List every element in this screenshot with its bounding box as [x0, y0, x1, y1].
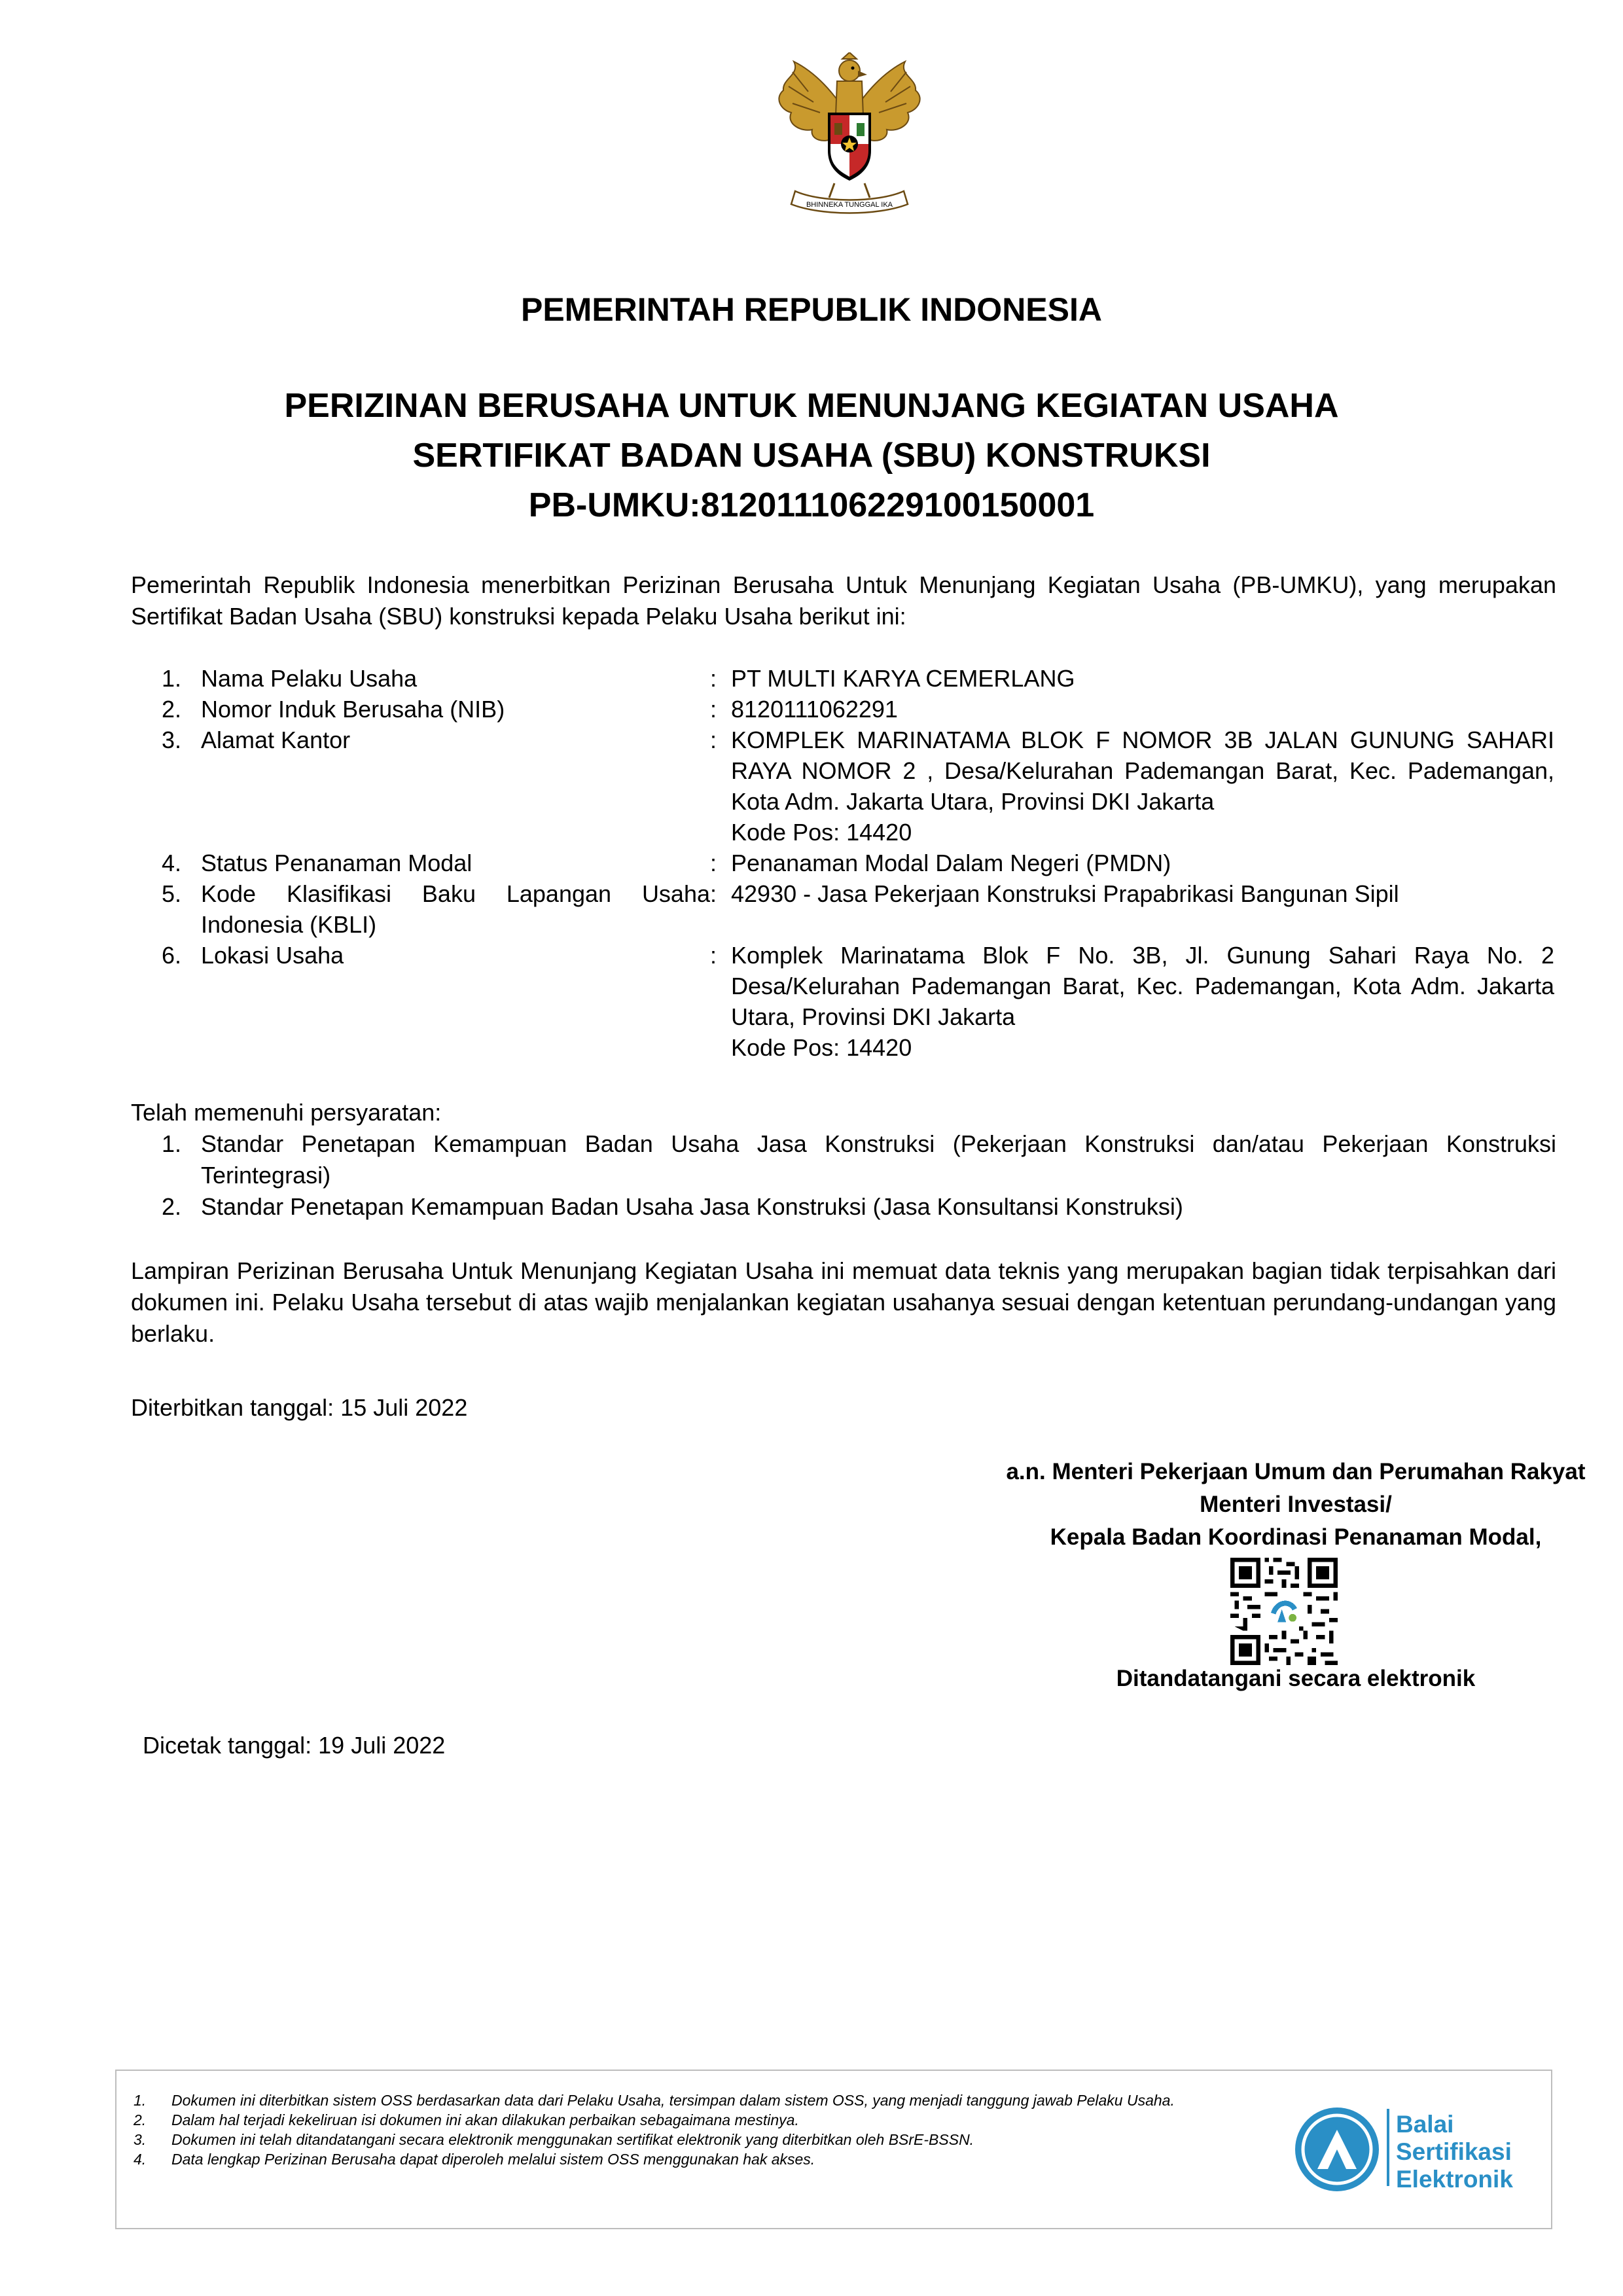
detail-value: Komplek Marinatama Blok F No. 3B, Jl. Gunung Sahari Raya No. 2 Desa/Kelurahan Pademangan Barat, Kec. Pademangan, Kota Adm. Jakarta Utara, Provinsi DKI Jakarta	[731, 942, 1554, 1030]
footer-note-text: Dokumen ini diterbitkan sistem OSS berdasarkan data dari Pelaku Usaha, tersimpan dalam sistem OSS, yang menjadi tanggung jawab Pelaku Usaha.	[171, 2092, 1175, 2109]
footer-note-item	[134, 2090, 1245, 2110]
business-details	[0, 663, 1623, 1061]
footer-note-number: 3.	[134, 2131, 147, 2148]
requirements-heading: Telah memenuhi persyaratan:	[131, 1099, 442, 1126]
detail-label: Kode Klasifikasi Baku Lapangan Usaha	[201, 880, 710, 907]
requirement-item	[162, 1191, 1556, 1223]
footer-note-item	[134, 2149, 1245, 2169]
footer-note-item	[134, 2110, 1245, 2130]
detail-row-nib: 2. Nomor Induk Berusaha (NIB) : 8120111062291	[0, 694, 1623, 725]
detail-label: Nomor Induk Berusaha (NIB)	[201, 696, 505, 723]
detail-postal-code: Kode Pos: 14420	[731, 819, 912, 846]
signatory-block	[910, 1456, 1623, 1554]
detail-number: 5.	[161, 880, 181, 907]
detail-value: Penanaman Modal Dalam Negeri (PMDN)	[731, 850, 1171, 876]
detail-number: 1.	[161, 665, 181, 692]
detail-number: 6.	[161, 942, 181, 969]
detail-value: KOMPLEK MARINATAMA BLOK F NOMOR 3B JALAN GUNUNG SAHARI RAYA NOMOR 2 , Desa/Kelurahan Pademangan Barat, Kec. Pademangan, Kota Adm. Jakarta Utara, Provinsi DKI Jakarta	[731, 726, 1554, 815]
bsre-logo-line-2: Sertifikasi	[1396, 2138, 1512, 2165]
bsre-logo-line-3: Elektronik	[1396, 2166, 1513, 2193]
footer-note-number: 4.	[134, 2151, 147, 2168]
footer-note-text: Dokumen ini telah ditandatangani secara elektronik menggunakan sertifikat elektronik yang diterbitkan oleh BSrE-BSSN.	[171, 2131, 974, 2148]
detail-label: Lokasi Usaha	[201, 942, 344, 969]
detail-label: Alamat Kantor	[201, 726, 351, 753]
footer-notes-box	[115, 2070, 1552, 2229]
detail-number: 4.	[161, 850, 181, 876]
electronic-signature-note: Ditandatangani secara elektronik	[1116, 1666, 1476, 1691]
document-title	[0, 381, 1623, 530]
requirement-number: 2.	[162, 1193, 182, 1220]
detail-row-investment-status: 4. Status Penanaman Modal : Penanaman Modal Dalam Negeri (PMDN)	[0, 848, 1623, 878]
footer-notes	[132, 2090, 1245, 2169]
detail-number: 3.	[161, 726, 181, 753]
requirements-section	[131, 1097, 1556, 1223]
svg-text:BHINNEKA TUNGGAL IKA: BHINNEKA TUNGGAL IKA	[806, 201, 893, 209]
detail-postal-code: Kode Pos: 14420	[731, 1034, 912, 1061]
detail-row-kbli: 5. Kode Klasifikasi Baku Lapangan Usaha Indonesia (KBLI) : 42930 - Jasa Pekerjaan Konstruksi Prapabrikasi Bangunan Sipil	[0, 878, 1623, 940]
title-line-3: PB-UMKU:812011106229100150001	[528, 486, 1095, 524]
footer-note-text: Dalam hal terjadi kekeliruan isi dokumen ini akan dilakukan perbaikan sebagaimana mestinya.	[171, 2111, 799, 2128]
detail-row-business-location: 6. Lokasi Usaha : Komplek Marinatama Blok F No. 3B, Jl. Gunung Sahari Raya No. 2 Desa/Kelurahan Pademangan Barat, Kec. Pademangan, Kota Adm. Jakarta Utara, Provinsi DKI Jakarta Kode Pos: 14420	[0, 940, 1623, 971]
detail-value: 8120111062291	[731, 696, 898, 723]
detail-row-office-address: 3. Alamat Kantor : KOMPLEK MARINATAMA BLOK F NOMOR 3B JALAN GUNUNG SAHARI RAYA NOMOR 2 , Desa/Kelurahan Pademangan Barat, Kec. Pademangan, Kota Adm. Jakarta Utara, Provinsi DKI Jakarta Kode Pos: 14420	[0, 725, 1623, 848]
title-line-1: PERIZINAN BERUSAHA UNTUK MENUNJANG KEGIATAN USAHA	[284, 387, 1339, 425]
detail-number: 2.	[161, 696, 181, 723]
printed-date: Dicetak tanggal: 19 Juli 2022	[143, 1732, 446, 1759]
government-heading: PEMERINTAH REPUBLIK INDONESIA	[520, 291, 1102, 328]
requirement-text: Standar Penetapan Kemampuan Badan Usaha Jasa Konstruksi (Pekerjaan Konstruksi dan/atau Pekerjaan Konstruksi Terintegrasi)	[201, 1130, 1556, 1189]
intro-paragraph: Pemerintah Republik Indonesia menerbitkan Perizinan Berusaha Untuk Menunjang Kegiatan Usaha (PB-UMKU), yang merupakan Sertifikat Badan Usaha (SBU) konstruksi kepada Pelaku Usaha berikut ini:	[131, 571, 1556, 630]
requirement-number: 1.	[162, 1130, 182, 1157]
signatory-line-2: Menteri Investasi/	[1200, 1492, 1392, 1517]
requirement-text: Standar Penetapan Kemampuan Badan Usaha Jasa Konstruksi (Jasa Konsultansi Konstruksi)	[201, 1193, 1183, 1220]
signatory-line-3: Kepala Badan Koordinasi Penanaman Modal,	[1050, 1524, 1542, 1550]
bsre-logo	[1291, 2100, 1527, 2198]
requirement-item	[162, 1128, 1556, 1191]
qr-code-icon[interactable]	[1230, 1558, 1338, 1665]
attachment-note: Lampiran Perizinan Berusaha Untuk Menunjang Kegiatan Usaha ini memuat data teknis yang merupakan bagian tidak terpisahkan dari dokumen ini. Pelaku Usaha tersebut di atas wajib menjalankan kegiatan usahanya sesuai dengan ketentuan perundang-undangan yang berlaku.	[131, 1257, 1556, 1347]
detail-label: Status Penanaman Modal	[201, 850, 473, 876]
title-line-2: SERTIFIKAT BADAN USAHA (SBU) KONSTRUKSI	[412, 437, 1211, 475]
detail-label-continued: Indonesia (KBLI)	[201, 911, 377, 938]
issued-date: Diterbitkan tanggal: 15 Juli 2022	[131, 1394, 468, 1421]
signatory-line-1: a.n. Menteri Pekerjaan Umum dan Perumahan Rakyat	[1006, 1459, 1586, 1484]
bsre-logo-line-1: Balai	[1396, 2111, 1454, 2138]
detail-value: PT MULTI KARYA CEMERLANG	[731, 665, 1075, 692]
garuda-pancasila-emblem-icon	[769, 52, 930, 216]
detail-label: Nama Pelaku Usaha	[201, 665, 418, 692]
footer-note-item	[134, 2130, 1245, 2149]
detail-value: 42930 - Jasa Pekerjaan Konstruksi Prapabrikasi Bangunan Sipil	[731, 880, 1399, 907]
detail-row-business-name: 1. Nama Pelaku Usaha : PT MULTI KARYA CEMERLANG	[0, 663, 1623, 694]
footer-note-number: 2.	[134, 2111, 147, 2128]
footer-note-text: Data lengkap Perizinan Berusaha dapat diperoleh melalui sistem OSS menggunakan hak akses.	[171, 2151, 815, 2168]
footer-note-number: 1.	[134, 2092, 147, 2109]
